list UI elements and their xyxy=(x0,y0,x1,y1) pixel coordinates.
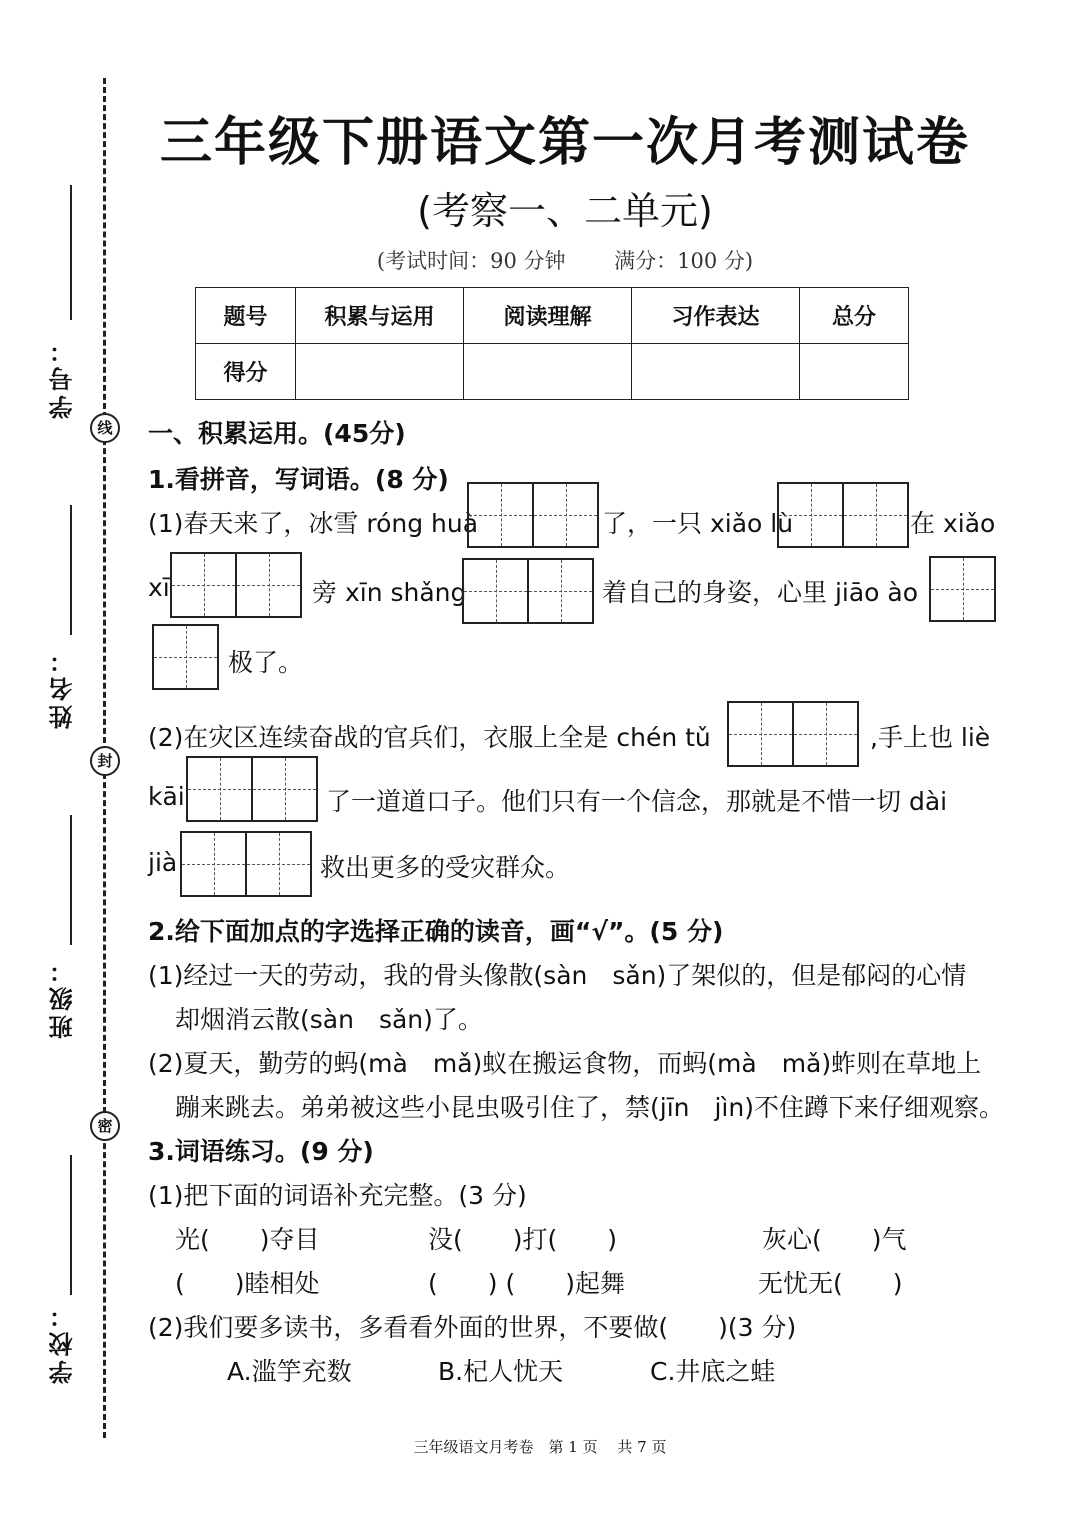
score-table-header: 阅读理解 xyxy=(464,288,632,344)
score-cell[interactable] xyxy=(800,344,909,400)
page-title: 三年级下册语文第一次月考测试卷 xyxy=(159,112,970,173)
q1-p2-text: (2)在灾区连续奋战的官兵们，衣服上全是 chén tǔ xyxy=(148,723,711,752)
pinyin-answer-grid[interactable] xyxy=(462,558,594,624)
q1-p2-text: kāi xyxy=(148,782,185,811)
fill-in-word[interactable]: 灰心( )气 xyxy=(762,1225,907,1254)
question-2-heading: 2.给下面加点的字选择正确的读音，画“√”。(5 分) xyxy=(148,917,724,946)
score-table-score-row xyxy=(196,344,909,400)
class-label: 班级： xyxy=(49,955,77,1039)
q1-p1-text: 了，一只 xiǎo lù xyxy=(602,509,794,538)
score-cell[interactable] xyxy=(632,344,800,400)
pinyin-answer-grid[interactable] xyxy=(152,624,219,690)
name-label: 姓名： xyxy=(49,645,77,729)
section-heading: 一、积累运用。(45分) xyxy=(148,419,406,448)
q1-p1-text: 在 xiǎo xyxy=(910,509,996,538)
q1-p1-text: xī xyxy=(148,573,170,602)
q1-p1-text: 旁 xīn shǎng xyxy=(312,578,467,607)
pinyin-answer-grid[interactable] xyxy=(186,756,318,822)
page-footer: 三年级语文月考卷 第 1 页 共 7 页 xyxy=(413,1438,667,1456)
choice-option[interactable]: B.杞人忧天 xyxy=(438,1357,564,1386)
choice-option[interactable]: C.井底之蛙 xyxy=(650,1357,776,1386)
page-subtitle: (考察一、二单元) xyxy=(417,189,713,233)
name-underline xyxy=(70,505,72,635)
question-1-heading: 1.看拼音，写词语。(8 分) xyxy=(148,465,449,494)
q1-p1-text: 极了。 xyxy=(228,648,304,677)
score-cell[interactable] xyxy=(464,344,632,400)
fill-in-word[interactable]: ( )睦相处 xyxy=(175,1269,320,1298)
score-table-header: 题号 xyxy=(196,288,296,344)
pinyin-answer-grid[interactable] xyxy=(180,831,312,897)
pinyin-answer-grid[interactable] xyxy=(467,482,599,548)
q2-line: 蹦来跳去。弟弟被这些小昆虫吸引住了，禁(jīn jìn)不住蹲下来仔细观察。 xyxy=(175,1093,1004,1122)
score-cell[interactable] xyxy=(296,344,464,400)
q2-line: (1)经过一天的劳动，我的骨头像散(sàn sǎn)了架似的，但是郁闷的心情 xyxy=(148,961,967,990)
fill-in-word[interactable]: 没( )打( ) xyxy=(428,1225,618,1254)
seal-secret-mark: 密 xyxy=(90,1111,120,1141)
score-table-header: 习作表达 xyxy=(632,288,800,344)
score-table xyxy=(195,287,909,400)
q2-line: 却烟消云散(sàn sǎn)了。 xyxy=(175,1005,483,1034)
school-label: 学校： xyxy=(49,1300,77,1384)
q1-p2-text: jià xyxy=(148,848,178,877)
q3-sub2[interactable]: (2)我们要多读书，多看看外面的世界，不要做( )(3 分) xyxy=(148,1313,797,1342)
fill-in-word[interactable]: ( ) ( )起舞 xyxy=(428,1269,625,1298)
fill-in-word[interactable]: 光( )夺目 xyxy=(175,1225,320,1254)
pinyin-answer-grid[interactable] xyxy=(170,552,302,618)
class-underline xyxy=(70,815,72,945)
exam-timing: (考试时间：90 分钟 满分：100 分) xyxy=(376,249,754,273)
q1-p1-text: 着自己的身姿，心里 jiāo ào xyxy=(602,578,919,607)
seal-seal-mark: 封 xyxy=(90,746,120,776)
seal-line-mark: 线 xyxy=(90,413,120,443)
pinyin-answer-grid[interactable] xyxy=(727,701,859,767)
question-3-heading: 3.词语练习。(9 分) xyxy=(148,1137,374,1166)
fill-in-word[interactable]: 无忧无( ) xyxy=(758,1269,903,1298)
score-table-header: 总分 xyxy=(800,288,909,344)
q2-line: (2)夏天，勤劳的蚂(mà mǎ)蚁在搬运食物，而蚂(mà mǎ)蚱则在草地上 xyxy=(148,1049,982,1078)
score-row-label: 得分 xyxy=(196,344,296,400)
pinyin-answer-grid[interactable] xyxy=(929,556,996,622)
school-underline xyxy=(70,1155,72,1295)
choice-option[interactable]: A.滥竽充数 xyxy=(227,1357,352,1386)
student-id-label: 学号： xyxy=(49,335,77,419)
score-table-header: 积累与运用 xyxy=(296,288,464,344)
pinyin-answer-grid[interactable] xyxy=(777,482,909,548)
q1-p2-text: ,手上也 liè xyxy=(870,723,991,752)
q1-p2-text: 了一道道口子。他们只有一个信念，那就是不惜一切 dài xyxy=(326,787,948,816)
score-table-header-row xyxy=(196,288,909,344)
q1-p2-text: 救出更多的受灾群众。 xyxy=(320,853,571,882)
q1-p1-text: (1)春天来了，冰雪 róng huà xyxy=(148,509,479,538)
q3-sub1: (1)把下面的词语补充完整。(3 分) xyxy=(148,1181,527,1210)
